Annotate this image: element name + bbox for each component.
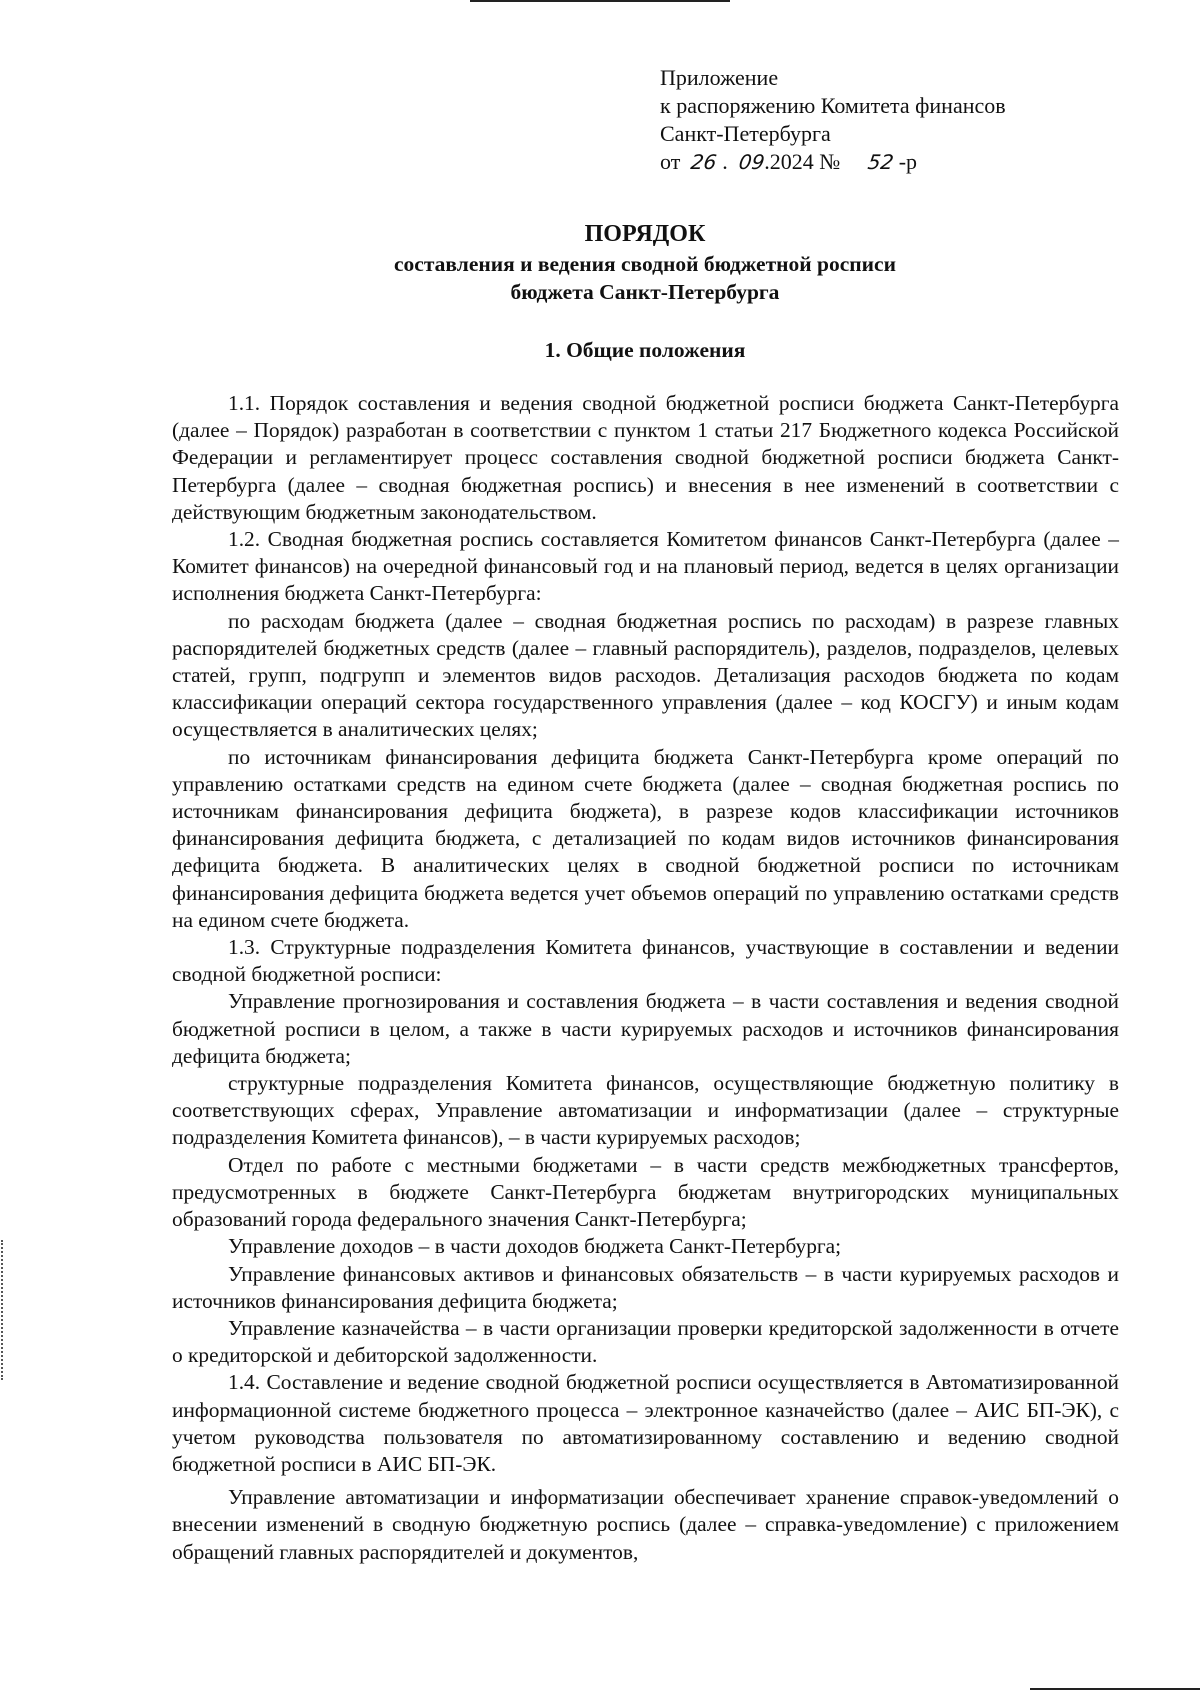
paragraph-revenue-dept: Управление доходов – в части доходов бюджета Санкт-Петербурга; bbox=[228, 1234, 842, 1259]
left-edge-marks bbox=[1, 1240, 5, 1380]
paragraph-expenses: по расходам бюджета (далее – сводная бюджетная роспись по расходам) в разрезе главных распорядителей бюджетных средств (далее – главный распорядитель), разделов, подразделов, целевых статей, групп, подгрупп и элементов видов расходов. Детализация расходов бюджета по кодам классификации операций сектора государственного управления (далее – код КОСГУ) и иным кодам осуществляется в аналитических целях; bbox=[172, 608, 1119, 742]
title-main: ПОРЯДОК bbox=[584, 221, 706, 247]
order-number-handwritten: 52 bbox=[866, 150, 895, 174]
paragraph-structural-units: структурные подразделения Комитета финансов, осуществляющие бюджетную политику в соответствующих сферах, Управление автоматизации и информатизации (далее – структурные подразделения Комитета финансов), – в части курируемых расходов; bbox=[172, 1071, 1119, 1150]
paragraph-local-budgets: Отдел по работе с местными бюджетами – в части средств межбюджетных трансфертов, предусмотренных в бюджете Санкт-Петербурга бюджетам внутригородских муниципальных образований города федерального значения Санкт-Петербурга; bbox=[172, 1152, 1119, 1232]
paragraph-automation: Управление автоматизации и информатизации обеспечивает хранение справок-уведомлений о внесении изменений в сводную бюджетную роспись (далее – справка-уведомление) с приложением обращений главных распорядителей и документов, bbox=[172, 1485, 1119, 1564]
date-month-handwritten: 09 bbox=[737, 150, 766, 174]
order-number-suffix: -р bbox=[898, 149, 918, 174]
title-subtitle-2: бюджета Санкт-Петербурга bbox=[510, 280, 780, 304]
title-subtitle-1: составления и ведения сводной бюджетной росписи bbox=[394, 252, 896, 276]
annex-line-2: к распоряжению Комитета финансов bbox=[660, 93, 1006, 118]
paragraph-financial-assets: Управление финансовых активов и финансовых обязательств – в части курируемых расходов и источников финансирования дефицита бюджета; bbox=[172, 1261, 1119, 1313]
paragraph-forecasting-dept: Управление прогнозирования и составления бюджета – в части составления и ведения сводной бюджетной росписи в целом, а также в части курируемых расходов и источников финансирования дефицита бюджета; bbox=[172, 989, 1119, 1068]
top-edge-rule bbox=[470, 0, 730, 2]
bottom-edge-rule bbox=[1030, 1688, 1200, 1690]
paragraph-treasury: Управление казначейства – в части организации проверки кредиторской задолженности в отчете о кредиторской и дебиторской задолженности. bbox=[172, 1315, 1119, 1368]
date-day-handwritten: 26 bbox=[689, 150, 719, 174]
paragraph-1-3: 1.3. Структурные подразделения Комитета финансов, участвующие в составлении и ведении сводной бюджетной росписи: bbox=[172, 935, 1119, 987]
annex-date-line: от 26 . 09.2024 № 52 -р bbox=[660, 149, 918, 174]
date-year: .2024 № bbox=[764, 149, 841, 174]
body-text bbox=[172, 390, 1119, 1566]
paragraph-1-2: 1.2. Сводная бюджетная роспись составляется Комитетом финансов Санкт-Петербурга (далее – Комитет финансов) на очередной финансовый год и на плановый период, ведется в целях организации исполнения бюджета Санкт-Петербурга: bbox=[172, 527, 1119, 606]
paragraph-sources: по источникам финансирования дефицита бюджета Санкт-Петербурга кроме операций по управлению остатками средств на едином счете бюджета (далее – сводная бюджетная роспись по источникам финансирования дефицита бюджета), в разрезе кодов классификации источников финансирования дефицита бюджета, с детализацией по кодам видов источников финансирования дефицита бюджета. В аналитических целях в сводной бюджетной росписи по источникам финансирования дефицита бюджета ведется учет объемов операций по управлению остатками средств на едином счете бюджета. bbox=[172, 744, 1119, 932]
section-heading: 1. Общие положения bbox=[544, 338, 746, 362]
annex-block bbox=[660, 64, 1080, 176]
annex-line-1: Приложение bbox=[660, 65, 779, 90]
annex-line-3: Санкт-Петербурга bbox=[660, 121, 831, 146]
document-title bbox=[170, 218, 1120, 306]
date-prefix: от bbox=[660, 149, 681, 174]
paragraph-1-4: 1.4. Составление и ведение сводной бюджетной росписи осуществляется в Автоматизированной информационной системе бюджетного процесса – электронное казначейство (далее – АИС БП-ЭК), с учетом руководства пользователя по автоматизированному составлению и ведению сводной бюджетной росписи в АИС БП-ЭК. bbox=[172, 1370, 1119, 1476]
paragraph-1-1: 1.1. Порядок составления и ведения сводной бюджетной росписи бюджета Санкт-Петербурга (далее – Порядок) разработан в соответствии с пунктом 1 статьи 217 Бюджетного кодекса Российской Федерации и регламентирует процесс составления сводной бюджетной росписи бюджета Санкт-Петербурга (далее – сводная бюджетная роспись) и внесения в нее изменений в соответствии с действующим бюджетным законодательством. bbox=[172, 391, 1119, 524]
